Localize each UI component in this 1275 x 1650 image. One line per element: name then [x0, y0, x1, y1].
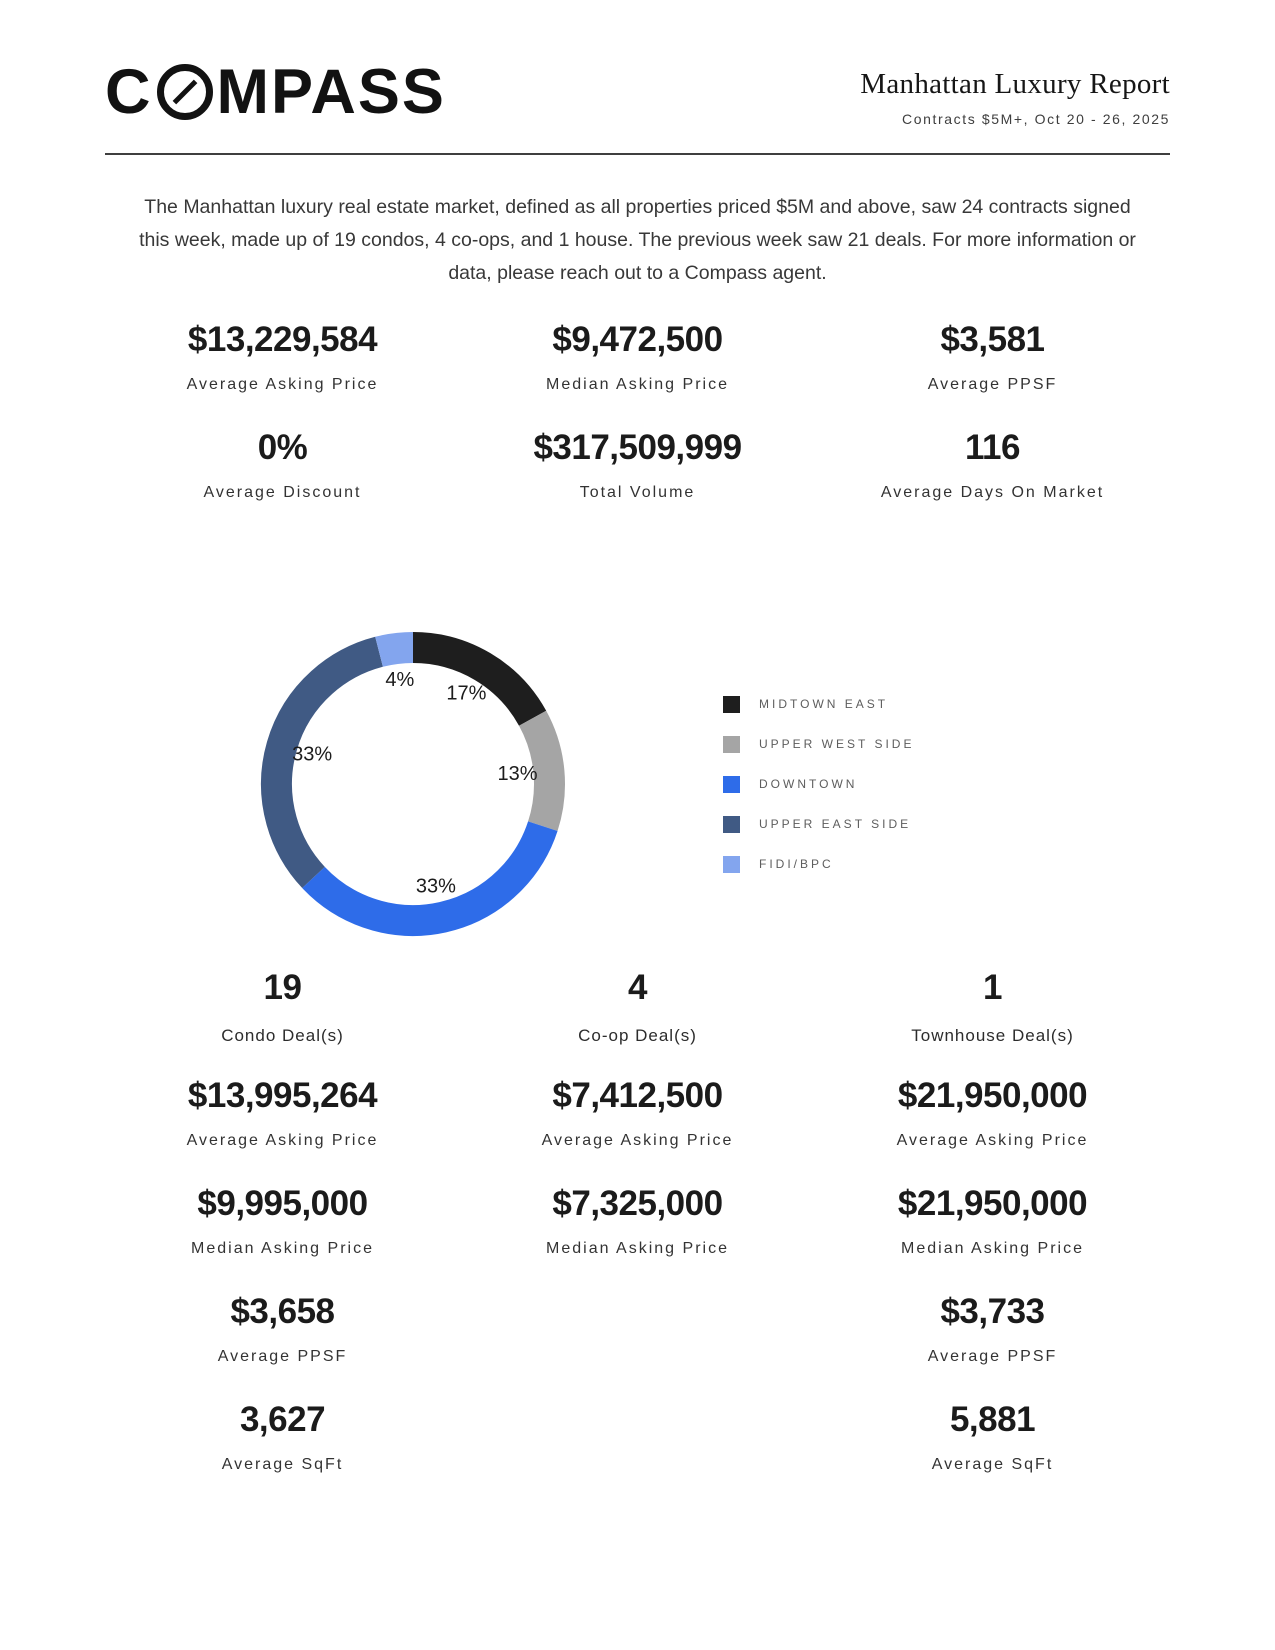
coop-average-asking-price: [460, 1074, 815, 1182]
stat-label: Average PPSF: [927, 376, 1058, 393]
stat-value: $7,325,000: [552, 1184, 723, 1223]
stat-value: $3,658: [230, 1292, 335, 1331]
legend-label: DOWNTOWN: [759, 777, 858, 791]
coop-median-asking-price: [460, 1182, 815, 1290]
report-subtitle: Contracts $5M+, Oct 20 - 26, 2025: [902, 111, 1170, 127]
stat-value: $317,509,999: [533, 428, 742, 467]
stat-label: Average Asking Price: [186, 376, 379, 393]
stat-value: $21,950,000: [897, 1184, 1088, 1223]
stat-label: Townhouse Deal(s): [911, 1026, 1074, 1045]
legend-swatch-downtown: [723, 776, 740, 793]
stat-label: Median Asking Price: [546, 1240, 729, 1257]
stat-value: 19: [263, 968, 302, 1007]
deal-type-stats-grid: [105, 966, 1170, 1506]
townhouse-deal-count: [815, 966, 1170, 1074]
stat-label: Average SqFt: [221, 1456, 344, 1473]
legend-swatch-midtown-east: [723, 696, 740, 713]
summary-stat-average-discount: [105, 426, 460, 534]
neighborhood-donut-chart: [253, 624, 573, 944]
stat-label: Average SqFt: [931, 1456, 1054, 1473]
townhouse-median-asking-price: [815, 1182, 1170, 1290]
compass-o-slash-icon: [157, 64, 213, 120]
stat-value: 0%: [257, 428, 308, 467]
stat-value: 116: [965, 428, 1020, 467]
legend-label: UPPER EAST SIDE: [759, 817, 912, 831]
stat-value: $9,995,000: [197, 1184, 368, 1223]
report-title-block: [860, 64, 1170, 127]
stat-label: Total Volume: [579, 484, 696, 501]
stat-value: 5,881: [949, 1400, 1036, 1439]
logo-letter-c: C: [105, 57, 153, 127]
summary-stat-total-volume: [460, 426, 815, 534]
stat-label: Average Discount: [203, 484, 362, 501]
summary-stat-average-ppsf: [815, 318, 1170, 426]
donut-percent-label: 33%: [415, 875, 456, 898]
townhouse-column: [815, 966, 1170, 1506]
stat-value: $13,229,584: [187, 320, 378, 359]
stat-label: Condo Deal(s): [221, 1026, 344, 1045]
donut-percent-label: 33%: [292, 743, 333, 766]
condo-median-asking-price: [105, 1182, 460, 1290]
legend-item-midtown-east: [723, 694, 914, 714]
legend-item-downtown: [723, 774, 914, 794]
legend-item-upper-east-side: [723, 814, 914, 834]
donut-percent-label: 13%: [497, 763, 538, 786]
legend-label: FIDI/BPC: [759, 857, 834, 871]
summary-stat-average-asking-price: [105, 318, 460, 426]
header-divider: [105, 153, 1170, 155]
summary-stats-grid: [105, 318, 1170, 534]
donut-segment-2: [313, 826, 542, 920]
logo-letters-rest: MPASS: [216, 57, 446, 127]
summary-stat-average-days-on-market: [815, 426, 1170, 534]
legend-swatch-upper-west-side: [723, 736, 740, 753]
intro-paragraph: The Manhattan luxury real estate market, defined as all properties priced $5M and above, saw 24 contracts signed this week, made up of 19 condos, 4 co-ops, and 1 house. The previous week saw 21 deals. For more information or data, please reach out to a Compass agent.: [139, 196, 1136, 284]
stat-value: 4: [628, 968, 647, 1007]
stat-label: Average Asking Price: [541, 1132, 734, 1149]
stat-value: 1: [983, 968, 1002, 1007]
stat-value: $21,950,000: [897, 1076, 1088, 1115]
stat-label: Co-op Deal(s): [578, 1026, 697, 1045]
report-title: Manhattan Luxury Report: [860, 68, 1170, 100]
stat-value: $9,472,500: [552, 320, 723, 359]
townhouse-average-asking-price: [815, 1074, 1170, 1182]
compass-logo: [105, 57, 446, 127]
condo-average-sqft: [105, 1398, 460, 1506]
coop-column: [460, 966, 815, 1506]
coop-deal-count: [460, 966, 815, 1074]
stat-label: Average Days On Market: [880, 484, 1105, 501]
condo-deal-count: [105, 966, 460, 1074]
report-header: [105, 57, 1170, 127]
stat-label: Average Asking Price: [896, 1132, 1089, 1149]
stat-label: Average PPSF: [217, 1348, 348, 1365]
donut-segment-4: [379, 648, 413, 652]
stat-value: 3,627: [239, 1400, 326, 1439]
stat-label: Average PPSF: [927, 1348, 1058, 1365]
legend-item-fidi-bpc: [723, 854, 914, 874]
stat-label: Median Asking Price: [546, 376, 729, 393]
summary-stat-median-asking-price: [460, 318, 815, 426]
condo-average-ppsf: [105, 1290, 460, 1398]
donut-percent-label: 17%: [446, 682, 487, 705]
donut-percent-label: 4%: [385, 668, 415, 691]
legend-item-upper-west-side: [723, 734, 914, 754]
townhouse-average-sqft: [815, 1398, 1170, 1506]
stat-value: $3,581: [940, 320, 1045, 359]
condo-average-asking-price: [105, 1074, 460, 1182]
stat-value: $13,995,264: [187, 1076, 378, 1115]
chart-legend: [723, 694, 914, 874]
legend-swatch-fidi-bpc: [723, 856, 740, 873]
townhouse-average-ppsf: [815, 1290, 1170, 1398]
legend-label: UPPER WEST SIDE: [759, 737, 915, 751]
neighborhood-share-chart-section: [105, 624, 1170, 944]
legend-swatch-upper-east-side: [723, 816, 740, 833]
stat-value: $7,412,500: [552, 1076, 723, 1115]
legend-label: MIDTOWN EAST: [759, 697, 889, 711]
stat-label: Average Asking Price: [186, 1132, 379, 1149]
stat-label: Median Asking Price: [191, 1240, 374, 1257]
stat-label: Median Asking Price: [901, 1240, 1084, 1257]
condo-column: [105, 966, 460, 1506]
stat-value: $3,733: [940, 1292, 1045, 1331]
